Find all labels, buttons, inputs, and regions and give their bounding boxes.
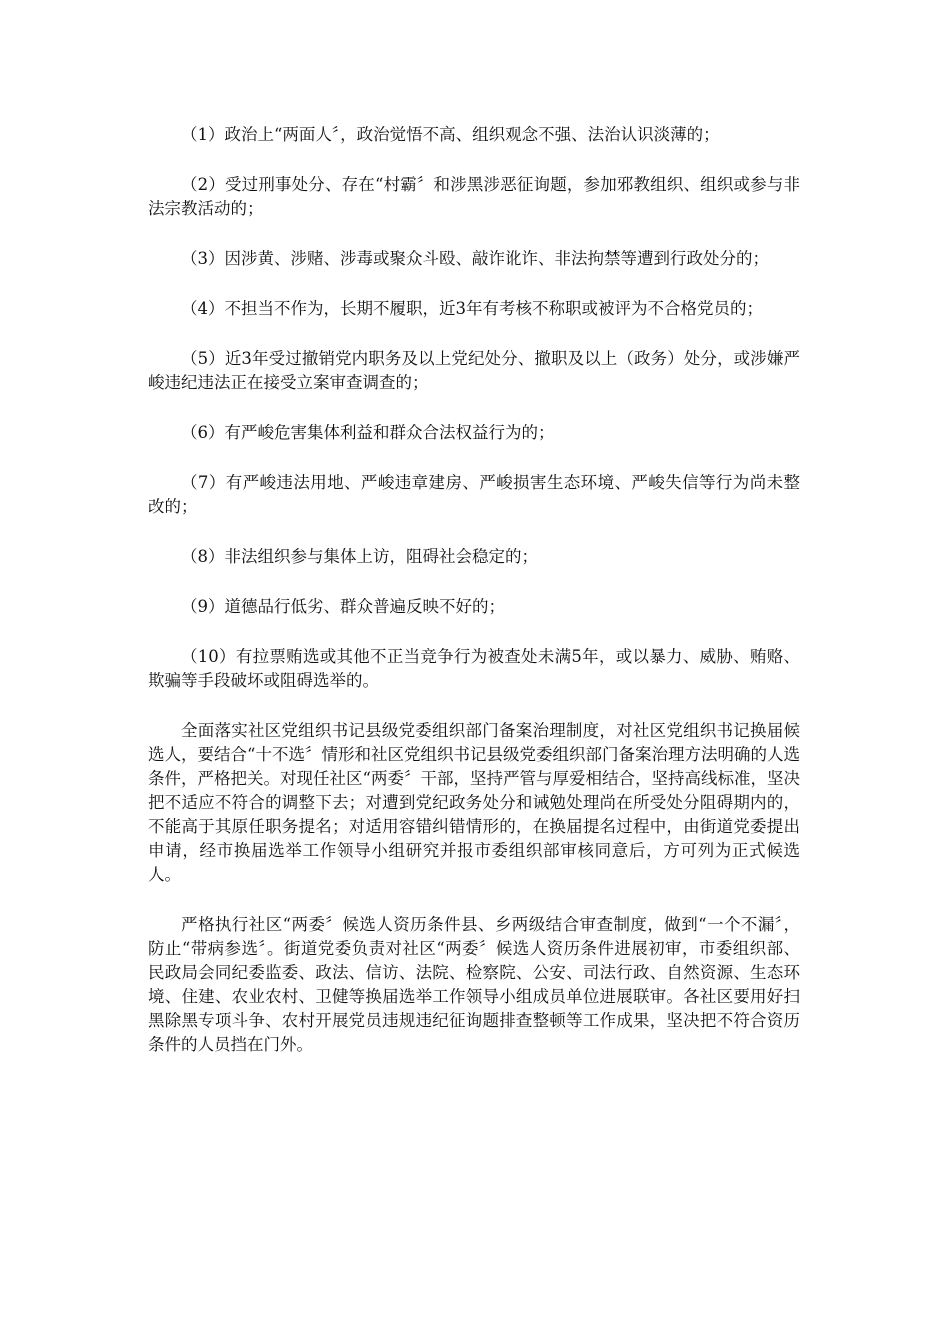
body-paragraph-2: 严格执行社区“两委〞候选人资历条件县、乡两级结合审查制度，做到“一个不漏〞，防止“带病参选〞。街道党委负责对社区“两委〞候选人资历条件进展初审，市委组织部、民政局会同纪委监委、政法、信访、法院、检察院、公安、司法行政、自然资源、生态环境、住建、农业农村、卫健等换届选举工作领导小组成员单位进展联审。各社区要用好扫黑除黑专项斗争、农村开展党员违规违纪征询题排查整顿等工作成果，坚决把不符合资历条件的人员挡在门外。 <box>148 915 800 1054</box>
list-item-7: （7）有严峻违法用地、严峻违章建房、严峻损害生态环境、严峻失信等行为尚未整改的； <box>148 473 800 516</box>
document-page <box>148 123 800 1057</box>
list-item-1: （1）政治上“两面人〞，政治觉悟不高、组织观念不强、法治认识淡薄的； <box>181 125 720 144</box>
list-item-8: （8）非法组织参与集体上访，阻碍社会稳定的； <box>181 547 538 566</box>
list-item-10: （10）有拉票贿选或其他不正当竞争行为被查处未满5年，或以暴力、威胁、贿赂、欺骗等手段破坏或阻碍选举的。 <box>148 647 800 690</box>
body-paragraph-1: 全面落实社区党组织书记县级党委组织部门备案治理制度，对社区党组织书记换届候选人，要结合“十不选〞情形和社区党组织书记县级党委组织部门备案治理方法明确的人选条件，严格把关。对现任社区“两委〞干部，坚持严管与厚爱相结合，坚持高线标准，坚决把不适应不符合的调整下去；对遭到党纪政务处分和诫勉处理尚在所受处分阻碍期内的，不能高于其原任职务提名；对适用容错纠错情形的，在换届提名过程中，由街道党委提出申请，经市换届选举工作领导小组研究并报市委组织部审核同意后，方可列为正式候选人。 <box>148 721 800 884</box>
list-item-9: （9）道德品行低劣、群众普遍反映不好的； <box>181 597 505 616</box>
list-item-3: （3）因涉黄、涉赌、涉毒或聚众斗殴、敲诈讹诈、非法拘禁等遭到行政处分的； <box>181 249 769 268</box>
list-item-4: （4）不担当不作为，长期不履职，近3年有考核不称职或被评为不合格党员的； <box>181 299 763 318</box>
list-item-2: （2）受过刑事处分、存在“村霸〞和涉黑涉恶征询题，参加邪教组织、组织或参与非法宗教活动的； <box>148 175 800 218</box>
list-item-5: （5）近3年受过撤销党内职务及以上党纪处分、撤职及以上（政务）处分，或涉嫌严峻违纪违法正在接受立案审查调查的； <box>148 349 800 392</box>
list-item-6: （6）有严峻危害集体利益和群众合法权益行为的； <box>181 423 555 442</box>
